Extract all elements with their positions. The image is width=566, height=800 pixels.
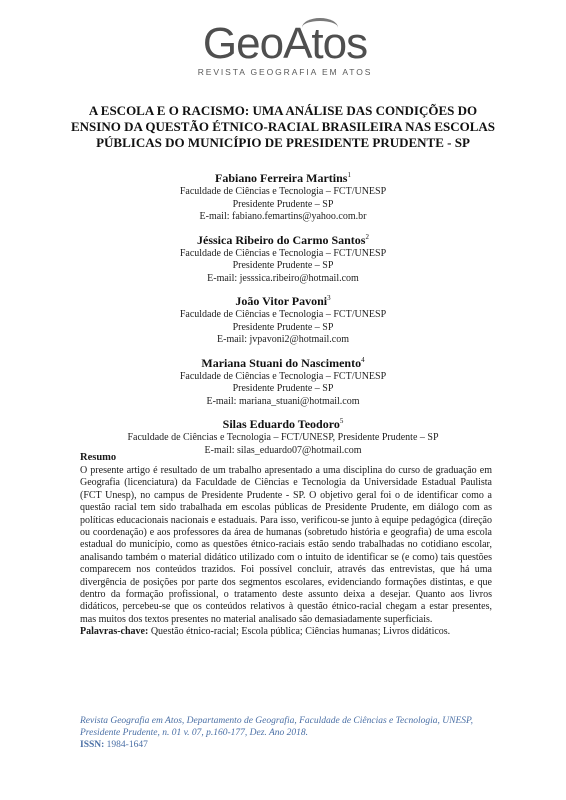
author-name: Fabiano Ferreira Martins$^1$: [215, 171, 351, 185]
author-affiliation: Faculdade de Ciências e Tecnologia – FCT/UNESP: [179, 309, 387, 320]
author-name: Mariana Stuani do Nascimento$^4$: [201, 355, 365, 370]
author-name: Jéssica Ribeiro do Carmo Santos$^2$: [197, 232, 369, 247]
author-affiliation: Faculdade de Ciências e Tecnologia – FCT/UNESP, Presidente Prudente – SP: [127, 432, 439, 443]
issn-line: [80, 739, 500, 751]
abstract-body: O presente artigo é resultado de um trabalho apresentado a uma disciplina do curso de graduação em Geografia (licenciatura) da Faculdade de Ciências e Tecnologia da Universidade Estadual Paulista (FCT Unesp), no campus de Presidente Prudente - SP. O objetivo geral foi o de identificar como a questão racial tem sido trabalhada em escolas públicas de Presidente Prudente, em diálogo com as políticas educacionais nacionais e estaduais. Para isso, verificou-se junto à equipe pedagógica (direção ou coordenação) e aos professores da área de humanas (sobretudo história e geografia) de uma escola estadual do município, como as questões étnico-raciais estão sendo trabalhadas no cotidiano escolar, analisando também o material didático utilizado com o intuito de identificar se (e como) tais questões comparecem nos conteúdos trazidos. Foi possível concluir, através das entrevistas, que há uma divergência de posições por parte dos segmentos escolares, evidenciando formações distintas, e que dentro da formação profissional, o tratamento deste assunto deixa a desejar. Quanto aos livros didáticos, percebeu-se que os conteúdos relativos à questão étnico-racial chegam a estar presentes, mas muitos dos textos presentes no material analisado são demasiadamente superficiais.: [80, 465, 492, 625]
author-block: [60, 168, 506, 224]
author-block: [60, 291, 506, 347]
author-footnote-mark: 1: [347, 171, 351, 179]
logo-subtitle: REVISTA GEOGRAFIA EM ATOS: [197, 67, 373, 77]
author-affiliation: Faculdade de Ciências e Tecnologia – FCT/UNESP: [179, 247, 387, 259]
logo-word-geo: Geo: [202, 19, 284, 68]
journal-logo: [180, 19, 390, 82]
author-email: E-mail: silas_eduardo07@hotmail.com: [204, 444, 362, 456]
keywords-label: Palavras-chave:: [80, 626, 149, 638]
author-footnote-mark: 2: [365, 232, 369, 241]
author-name: João Vitor Pavoni$^3$: [235, 294, 331, 308]
author-email: E-mail: jesssica.ribeiro@hotmail.com: [207, 272, 359, 284]
author-footnote-mark: 3: [327, 294, 331, 302]
abstract-section: [80, 451, 492, 639]
author-city: Presidente Prudente – SP: [232, 260, 334, 271]
page-footer: [80, 715, 500, 751]
author-name: Silas Eduardo Teodoro$^5$: [222, 417, 344, 431]
author-footnote-mark: 5: [339, 417, 344, 425]
issn-value: 1984-1647: [104, 740, 148, 750]
author-footnote-mark: 4: [361, 355, 365, 364]
author-city: Presidente Prudente – SP: [232, 321, 334, 333]
abstract-heading: Resumo: [80, 452, 117, 463]
author-block: [60, 353, 506, 409]
author-city: Presidente Prudente – SP: [232, 383, 334, 394]
author-email: E-mail: jvpavoni2@hotmail.com: [217, 334, 349, 345]
logo-word-atos: Atos: [283, 19, 368, 68]
keywords-line: [80, 626, 492, 638]
author-city: Presidente Prudente – SP: [232, 198, 334, 210]
author-email: E-mail: fabiano.femartins@yahoo.com.br: [199, 211, 367, 222]
author-affiliation: Faculdade de Ciências e Tecnologia – FCT/UNESP: [179, 370, 387, 382]
logo-arc-icon: [302, 18, 338, 37]
issn-label: ISSN:: [80, 740, 105, 750]
logo-wordmark: [180, 19, 390, 68]
author-block: [60, 230, 506, 286]
keywords-text: Questão étnico-racial; Escola pública; Ciências humanas; Livros didáticos.: [148, 626, 451, 638]
author-list: [60, 168, 506, 463]
author-affiliation: Faculdade de Ciências e Tecnologia – FCT/UNESP: [179, 186, 387, 197]
article-title: A ESCOLA E O RACISMO: UMA ANÁLISE DAS CONDIÇÕES DO ENSINO DA QUESTÃO ÉTNICO-RACIAL BRASILEIRA NAS ESCOLAS PÚBLICAS DO MUNICÍPIO DE PRESIDENTE PRUDENTE - SP: [70, 103, 496, 150]
author-email: E-mail: mariana_stuani@hotmail.com: [206, 395, 360, 407]
journal-citation: Revista Geografia em Atos, Departamento de Geografia, Faculdade de Ciências e Tecnologia, UNESP, Presidente Prudente, n. 01 v. 07, p.160-177, Dez. Ano 2018.: [80, 716, 473, 738]
